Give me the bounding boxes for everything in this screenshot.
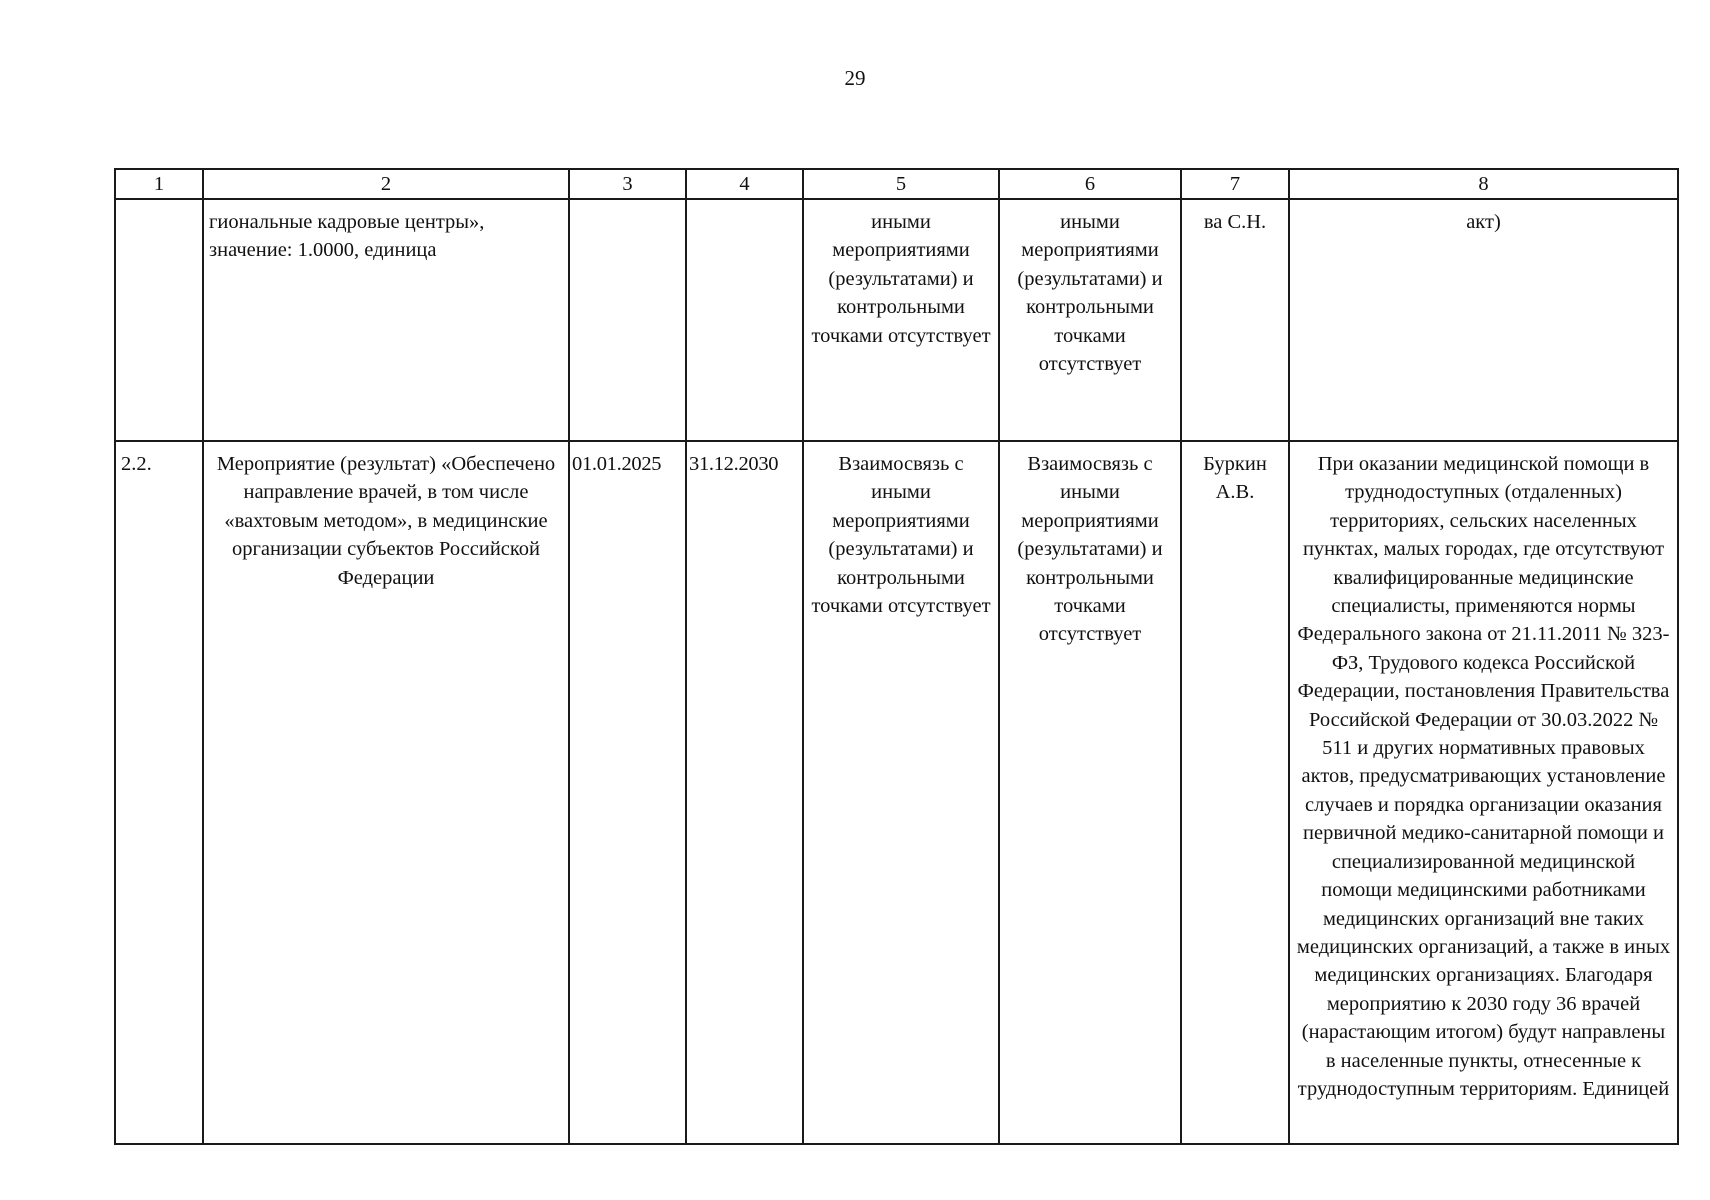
column-header: 2 xyxy=(203,169,569,199)
row-number-cell: 2.2. xyxy=(115,441,203,1144)
description-cell: При оказании медицинской помощи в труднодоступных (отдаленных) территориях, сельских населенных пунктах, малых городах, где отсутствуют квалифицированные медицинские специалисты, применяются нормы Федерального закона от 21.11.2011 № 323-ФЗ, Трудового кодекса Российской Федерации, постановления Правительства Российской Федерации от 30.03.2022 № 511 и других нормативных правовых актов, предусматривающих установление случаев и порядка организации оказания первичной медико-санитарной помощи и специализированной медицинской помощи медицинскими работниками медицинских организаций вне таких медицинских организаций, а также в иных медицинских организациях. Благодаря мероприятию к 2030 году 36 врачей (нарастающим итогом) будут направлены в населенные пункты, отнесенные к труднодоступным территориям. Единицей xyxy=(1289,441,1678,1144)
row-number-cell xyxy=(115,199,203,441)
table-row xyxy=(115,441,1678,1144)
relation-cell: иными мероприятиями (результатами) и контрольными точками отсутствует xyxy=(803,199,999,441)
relation-cell: иными мероприятиями (результатами) и контрольными точками отсутствует xyxy=(999,199,1181,441)
start-date-cell xyxy=(569,199,686,441)
end-date-cell xyxy=(686,199,803,441)
column-header: 6 xyxy=(999,169,1181,199)
responsible-cell: ва С.Н. xyxy=(1181,199,1289,441)
table-header-row xyxy=(115,169,1678,199)
table-row-continuation xyxy=(115,199,1678,441)
relation-cell: Взаимосвязь с иными мероприятиями (результатами) и контрольными точками отсутствует xyxy=(999,441,1181,1144)
column-header: 8 xyxy=(1289,169,1678,199)
start-date-cell: 01.01.2025 xyxy=(569,441,686,1144)
column-header: 3 xyxy=(569,169,686,199)
relation-cell: Взаимосвязь с иными мероприятиями (результатами) и контрольными точками отсутствует xyxy=(803,441,999,1144)
column-header: 7 xyxy=(1181,169,1289,199)
event-cell: Мероприятие (результат) «Обеспечено направление врачей, в том числе «вахтовым методом», в медицинские организации субъектов Российской Федерации xyxy=(203,441,569,1144)
description-cell: акт) xyxy=(1289,199,1678,441)
event-cell: гиональные кадровые центры», значение: 1.0000, единица xyxy=(203,199,569,441)
plan-table xyxy=(114,168,1679,1145)
column-header: 4 xyxy=(686,169,803,199)
responsible-cell: Буркин А.В. xyxy=(1181,441,1289,1144)
column-header: 5 xyxy=(803,169,999,199)
page-number: 29 xyxy=(844,66,866,90)
end-date-cell: 31.12.2030 xyxy=(686,441,803,1144)
column-header: 1 xyxy=(115,169,203,199)
